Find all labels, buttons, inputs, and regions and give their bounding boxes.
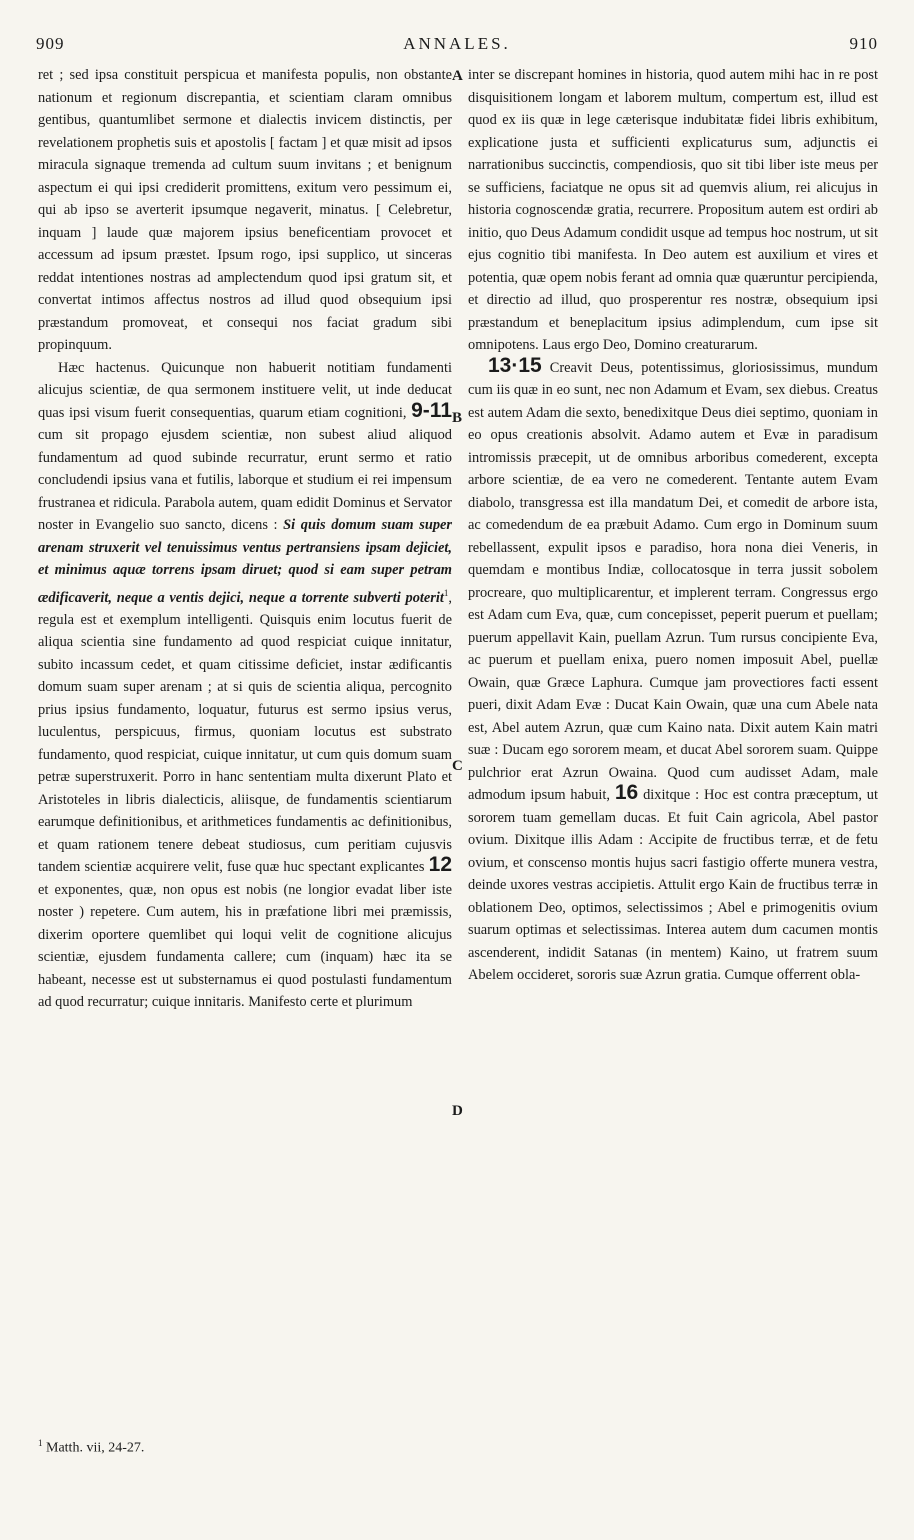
right-p2-part-a: Creavit Deus, potentissimus, gloriosissimus, mundum cum iis quæ in eo sunt, nec non Adamum et Evam, sex diebus. Creatus est autem Adam die sexto, benedixitque Deus diei septimo, quoniam in eo opus creationis absolvit. Adamo autem et Evæ in paradisum intromissis præcepit, ut de omnibus arboribus comederent, excepta arbore scientiæ, de ea vero ne comederent. Tentante autem Evam diabolo, transgressa est illa mandatum Dei, et comedit de arbore ista, ac comedendum de ea præbuit Adamo. Cum ergo in Dominum suum rebellassent, expulit ipsos e paradiso, hora nona diei Veneris, in quemdam e montibus Indiæ, collocatosque in terra jussit sobolem procreare, quo multiplicarentur, et implerent terram. Congressus ergo est Adam cum Eva, quæ, cum concepisset, peperit puerum et puellam; puerum appellavit Kain, puellam Azrun. Tum rursus concipiente Eva, ac puerum et puellam enixa, puero nomen imposuit Abel, puellæ Owain, quæ Græce Laphura. Cumque jam provectiores facti essent pueri, dixit Adam Evæ : Ducat Kain Owain, quæ una cum Abele nata est, Abel autem Azrun, quæ cum Kaino nata. Dixit autem Kain matri suæ : Ducam ego sororem meam, et ducat Abel sororem suam. Quippe pulchrior erat Azrun Owaina. Quod cum audisset Adam, male admodum ipsum habuit, [468,359,878,803]
margin-marker-d: D [452,1103,463,1119]
margin-marker-a: A [452,68,463,84]
footnote [38,1438,144,1457]
right-paragraph-2 [468,353,878,987]
section-number-13-15: 13·15 [488,353,542,377]
left-p2-part-d: et exponentes, quæ, non opus est nobis (ne longior evadat liber iste noster ) repetere. Cum autem, his in præfatione libri mei præmissis, dixerim oportere quemlibet qui loqui velit de cognitione alicujus scientiæ, ejusdem fundamenta callere; cum (inquam) hæc ita se habeant, necesse est ut substernamus ei quod postulasti fundamentum ad quod recurratur; cuique innitaris. Manifesto certe et plurimum [38,881,452,1011]
right-page-number: 910 [849,34,878,53]
left-p2-part-a: Hæc hactenus. Quicunque non habuerit notitiam fundamenti alicujus scientiæ, de qua sermonem instituere velit, ut inde deducat quas ipsi visum fuerit consequentias, quarum etiam cognitioni, [38,359,452,421]
scripture-quote: Si quis domum suam super arenam struxerit vel tenuissimus ventus pertransiens ipsam dejiciet, et minimus aquæ torrens ipsam diruet; quod si eam super petram ædificaverit, neque a ventis dejici, neque a torrente subverti poterit [38,517,453,606]
margin-marker-c: C [452,758,463,774]
section-number-9-11: 9-11 [411,398,452,422]
left-paragraph-1: ret ; sed ipsa constituit perspicua et manifesta populis, non obstante nationum et regionum discrepantia, et scientiam claram omnibus gentibus, quantumlibet sermone et dialectis invicem distinctis, per revelationem prophetis suis et apostolis [ factam ] et quæ misit ad ipsos miracula signaque tremenda ad cultum suum invitans ; et benignum aspectum ei qui ipsi crediderit promittens, exitum vero pessimum ei, qui ab ipso se averterit ipsumque negaverit, minatus. [ Celebretur, inquam ] laude quæ majorem ipsius beneficentiam provocet et accessum ad ipsum præstet. Ipsum rogo, ipsi supplico, ut sinceras reddat intentiones nostras ad amplectendum quod ipsi gratum sit, et convertat intimos affectus nostros ad illud quod obsequium ipsi præstandum promoveat, et consequi nos faciat gradum sibi propinquum. [38,67,452,353]
section-number-12: 12 [428,853,452,877]
left-page-number: 909 [36,34,65,53]
right-column [468,64,878,987]
margin-marker-b: B [452,410,463,426]
left-column [38,64,452,1014]
footnote-text: Matth. vii, 24-27. [46,1440,145,1456]
running-header [36,34,878,60]
section-number-16: 16 [614,781,639,804]
footnote-reference: 1 [443,587,449,598]
left-paragraph-2 [38,357,452,1014]
running-title: ANNALES. [403,34,511,53]
right-paragraph-1: inter se discrepant homines in historia, quod autem mihi hac in re post disquisitionem longam et laborem multum, compertum est, illud est quod ex iis quæ in lege cæterisque indubitatæ fidei libris exhibitum, explicatione justa et sufficienti explicaturus sum, adjunctis ei narrationibus succinctis, compendiosis, quo sit tibi liber iste meus per se sufficiens, faciatque ne opus sit ad quemvis alium, rei alicujus in historia cognoscendæ gratia, recurrere. Propositum autem est ordiri ab initio, quo Deus Adamum condidit usque ad tempus hoc nostrum, ut sit ejus cognitio tibi manifesta. In Deo autem est auxilium et vires et potentia, quæ opem nobis ferant ad omnia quæ quæruntur percipienda, et directio ad illud, quo prosperentur res nostræ, obsequium ipsi præstandum et beneplacitum ipsius adimplendum, cum ipse sit omnipotens. Laus ergo Deo, Domino creaturarum. [468,67,878,353]
left-p2-part-c: , regula est et exemplum intelligenti. Quisquis enim locutus fuerit de aliqua scientia sine fundamento ad quod respiciat cuique innitatur, subito incassum cedet, et quam citissime deficiet, instar ædificantis domum suam super arenam ; at si quis de scientia aliqua, percognito prius ipsius fundamento, loquatur, futurus est sermo ipsius verus, luculentus, perspicuus, firmus, quoniam locutus est substrato fundamento, quod respiciat, cuique innitatur, ut cum quis domum suam petræ superstruxerit. Porro in hanc sententiam multa dixerunt Plato et Aristoteles in libris dialecticis, aliisque, de fundamentis scientiarum earumque definitionibus, et arithmetices fundamentis ac definitionibus, et quam rationem tenere debeat studiosus, cum peritiam cujusvis tandem scientiæ acquirere velit, fuse quæ huc spectant explicantes [38,589,452,876]
right-p2-part-b: dixitque : Hoc est contra præceptum, ut sororem tuam gemellam ducas. Et fuit Cain agricola, Abel pastor ovium. Dixitque illis Adam : Accipite de fructibus terræ, et de fetu ovium, et conscenso montis hujus sacri fastigio offerte munera vestra, deinde uxores vestras accipietis. Attulit ergo Kain de fructibus terræ in oblationem Deo, optimos, selectissimos ; Abel e primogenitis ovium suarum optimas et selectissimas. Interea autem dum cacumen montis ascenderent, indidit Satanas (in mentem) Kaino, ut fratrem suum Abelem occideret, sororis suæ Azrun gratia. Cumque offerrent obla- [468,787,878,983]
footnote-mark: 1 [38,1438,43,1448]
left-p2-part-b: cum sit propago ejusdem scientiæ, non subest aliud aliquod fundamentum ad quod subinde recurratur, erunt sermo et ratio concludendi ipsius vana et futilis, laborque et studium ei rei impensum frustranea et ridicula. Parabola autem, quam edidit Dominus et Servator noster in Evangelio suo sancto, dicens : [38,427,452,533]
